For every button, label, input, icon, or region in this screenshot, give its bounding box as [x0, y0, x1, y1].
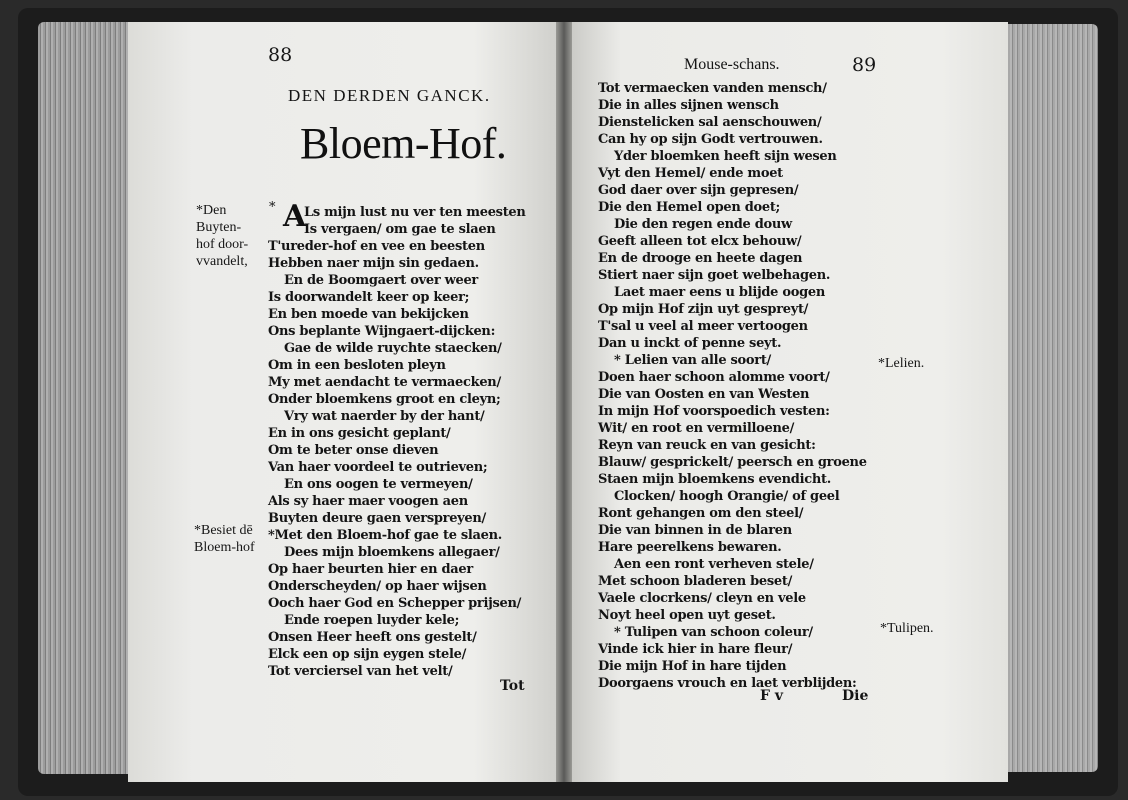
right-verse	[598, 80, 898, 692]
verse-line: Doorgaens vrouch en laet verblijden:	[598, 676, 857, 691]
verse-line: Dienstelicken sal aenschouwen/	[598, 115, 822, 130]
verse-line: Onsen Heer heeft ons gestelt/	[268, 630, 477, 645]
verse-line: Elck een op sijn eygen stele/	[268, 647, 467, 662]
verse-line: Onder bloemkens groot en cleyn;	[268, 392, 501, 407]
verse-line: En ben moede van bekijcken	[268, 307, 469, 322]
right-catchword: Die	[842, 688, 869, 704]
verse-line: Vinde ick hier in hare fleur/	[598, 642, 793, 657]
side-note-tulipen: *Tulipen.	[880, 621, 934, 636]
verse-line: Laet maer eens u blijde oogen	[614, 285, 826, 300]
verse-line: * Tulipen van schoon coleur/	[614, 625, 813, 640]
verse-line: Die van Oosten en van Westen	[598, 387, 810, 402]
left-folio: 88	[268, 44, 293, 66]
verse-line: Reyn van reuck en van gesicht:	[598, 438, 816, 453]
running-head: Mouse-schans.	[684, 56, 780, 73]
verse-line: Wit/ en root en vermilloene/	[598, 421, 795, 436]
verse-line: Die van binnen in de blaren	[598, 523, 792, 538]
verse-line: En ons oogen te vermeyen/	[284, 477, 473, 492]
verse-line: Noyt heel open uyt geset.	[598, 608, 776, 623]
drop-capital: A	[283, 199, 307, 234]
verse-line: En in ons gesicht geplant/	[268, 426, 451, 441]
page-title: Bloem-Hof.	[300, 119, 507, 168]
signature-mark: F v	[760, 688, 783, 704]
verse-line: En de Boomgaert over weer	[284, 273, 478, 288]
verse-line: Als sy haer maer voogen aen	[268, 494, 468, 509]
side-note-lelien: *Lelien.	[878, 356, 925, 371]
verse-line: Vry wat naerder by der hant/	[284, 409, 485, 424]
verse-line: Vaele clocrkens/ cleyn en vele	[598, 591, 806, 606]
verse-line: Ront gehangen om den steel/	[598, 506, 804, 521]
side-note-bloemhof: *Besiet dē Bloem-hof	[194, 523, 255, 555]
verse-line: Van haer voordeel te outrieven;	[268, 460, 488, 475]
verse-line: T'sal u veel al meer vertoogen	[598, 319, 808, 334]
verse-line: Die den regen ende douw	[614, 217, 792, 232]
verse-line: Yder bloemken heeft sijn wesen	[614, 149, 837, 164]
verse-line: Dan u inckt of penne seyt.	[598, 336, 782, 351]
verse-line: Blauw/ gesprickelt/ peersch en groene	[598, 455, 867, 470]
verse-line: Ons beplante Wijngaert-dijcken:	[268, 324, 496, 339]
book-gutter	[556, 22, 572, 782]
verse-line: Can hy op sijn Godt vertrouwen.	[598, 132, 823, 147]
verse-line: Ooch haer God en Schepper prijsen/	[268, 596, 522, 611]
left-page-edges	[38, 22, 136, 774]
verse-line: Dees mijn bloemkens allegaer/	[284, 545, 500, 560]
verse-line: Hebben naer mijn sin gedaen.	[268, 256, 479, 271]
verse-line: My met aendacht te vermaecken/	[268, 375, 501, 390]
side-note-buytenhof: *Den Buyten- hof door- vvandelt,	[196, 203, 249, 269]
verse-line: Die den Hemel open doet;	[598, 200, 781, 215]
section-heading: DEN DERDEN GANCK.	[288, 86, 491, 105]
verse-line: Geeft alleen tot elcx behouw/	[598, 234, 802, 249]
verse-line: En de drooge en heete dagen	[598, 251, 803, 266]
verse-line: Vyt den Hemel/ ende moet	[598, 166, 783, 181]
verse-line: In mijn Hof voorspoedich vesten:	[598, 404, 830, 419]
verse-line: Op haer beurten hier en daer	[268, 562, 473, 577]
left-verse	[268, 204, 558, 680]
verse-line: Tot vermaecken vanden mensch/	[598, 81, 827, 96]
verse-line: Is doorwandelt keer op keer;	[268, 290, 470, 305]
verse-line: Ende roepen luyder kele;	[284, 613, 460, 628]
verse-line: Met schoon bladeren beset/	[598, 574, 793, 589]
verse-line: Is vergaen/ om gae te slaen	[304, 222, 496, 237]
verse-line: * Lelien van alle soort/	[614, 353, 771, 368]
verse-line: Op mijn Hof zijn uyt gespreyt/	[598, 302, 809, 317]
verse-line: Onderscheyden/ op haer wijsen	[268, 579, 487, 594]
note-marker: *	[269, 200, 276, 215]
verse-line: Om te beter onse dieven	[268, 443, 439, 458]
verse-line: Ls mijn lust nu ver ten meesten	[304, 205, 526, 220]
verse-line: Stiert naer sijn goet welbehagen.	[598, 268, 831, 283]
right-page-edges	[1000, 24, 1098, 772]
verse-line: Staen mijn bloemkens evendicht.	[598, 472, 831, 487]
verse-line: God daer over sijn gepresen/	[598, 183, 799, 198]
right-folio: 89	[852, 54, 877, 76]
verse-line: Om in een besloten pleyn	[268, 358, 446, 373]
verse-line: Die in alles sijnen wensch	[598, 98, 779, 113]
verse-line: Hare peerelkens bewaren.	[598, 540, 782, 555]
verse-line: Buyten deure gaen verspreyen/	[268, 511, 486, 526]
verse-line: *Met den Bloem-hof gae te slaen.	[268, 528, 503, 543]
verse-line: Aen een ront verheven stele/	[614, 557, 814, 572]
verse-line: Die mijn Hof in hare tijden	[598, 659, 787, 674]
verse-line: T'ureder-hof en vee en beesten	[268, 239, 485, 254]
verse-line: Gae de wilde ruychte staecken/	[284, 341, 502, 356]
verse-line: Tot verciersel van het velt/	[268, 664, 453, 679]
verse-line: Doen haer schoon alomme voort/	[598, 370, 830, 385]
verse-line: Clocken/ hoogh Orangie/ of geel	[614, 489, 840, 504]
left-catchword: Tot	[500, 678, 525, 694]
